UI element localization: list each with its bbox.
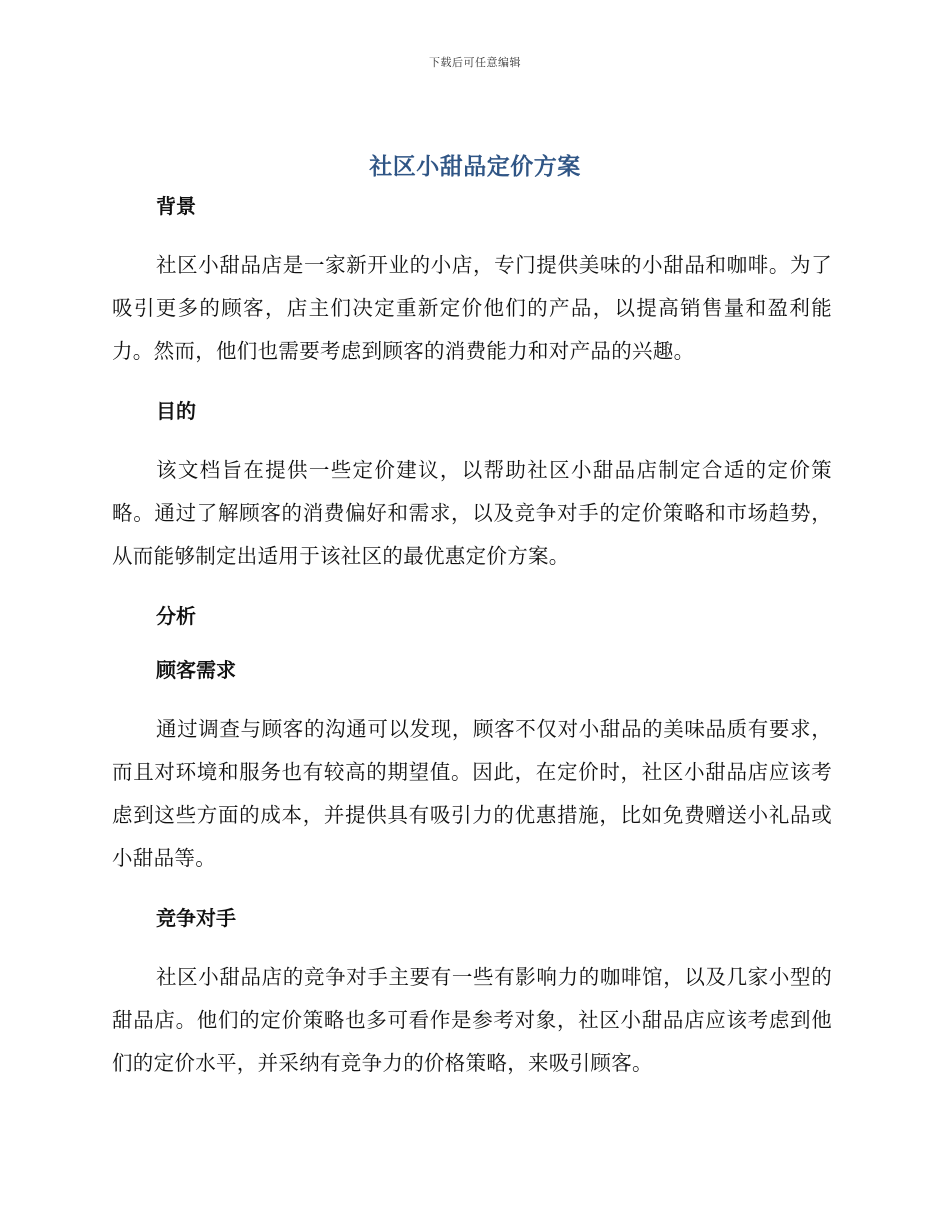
section-heading-analysis: 分析 [156,604,196,628]
section-text-competitors: 社区小甜品店的竞争对手主要有一些有影响力的咖啡馆，以及几家小型的甜品店。他们的定价策略也多可看作是参考对象，社区小甜品店应该考虑到他们的定价水平，并采纳有竞争力的价格策略，来吸引顾客。 [112,965,832,1075]
section-text-purpose: 该文档旨在提供一些定价建议，以帮助社区小甜品店制定合适的定价策略。通过了解顾客的消费偏好和需求，以及竞争对手的定价策略和市场趋势，从而能够制定出适用于该社区的最优惠定价方案。 [112,458,832,568]
section-text-background: 社区小甜品店是一家新开业的小店，专门提供美味的小甜品和咖啡。为了吸引更多的顾客，店主们决定重新定价他们的产品，以提高销售量和盈利能力。然而，他们也需要考虑到顾客的消费能力和对产品的兴趣。 [112,253,832,363]
section-heading-purpose: 目的 [156,399,196,423]
section-text-customer-needs: 通过调查与顾客的沟通可以发现，顾客不仅对小甜品的美味品质有要求，而且对环境和服务也有较高的期望值。因此，在定价时，社区小甜品店应该考虑到这些方面的成本，并提供具有吸引力的优惠措施，比如免费赠送小礼品或小甜品等。 [112,717,832,870]
section-heading-background: 背景 [156,194,196,218]
page-title: 社区小甜品定价方案 [369,154,581,180]
document-body [112,190,832,1085]
header-note: 下载后可任意编辑 [429,56,521,69]
section-heading-customer-needs: 顾客需求 [156,658,236,682]
section-heading-competitors: 竞争对手 [156,906,236,930]
